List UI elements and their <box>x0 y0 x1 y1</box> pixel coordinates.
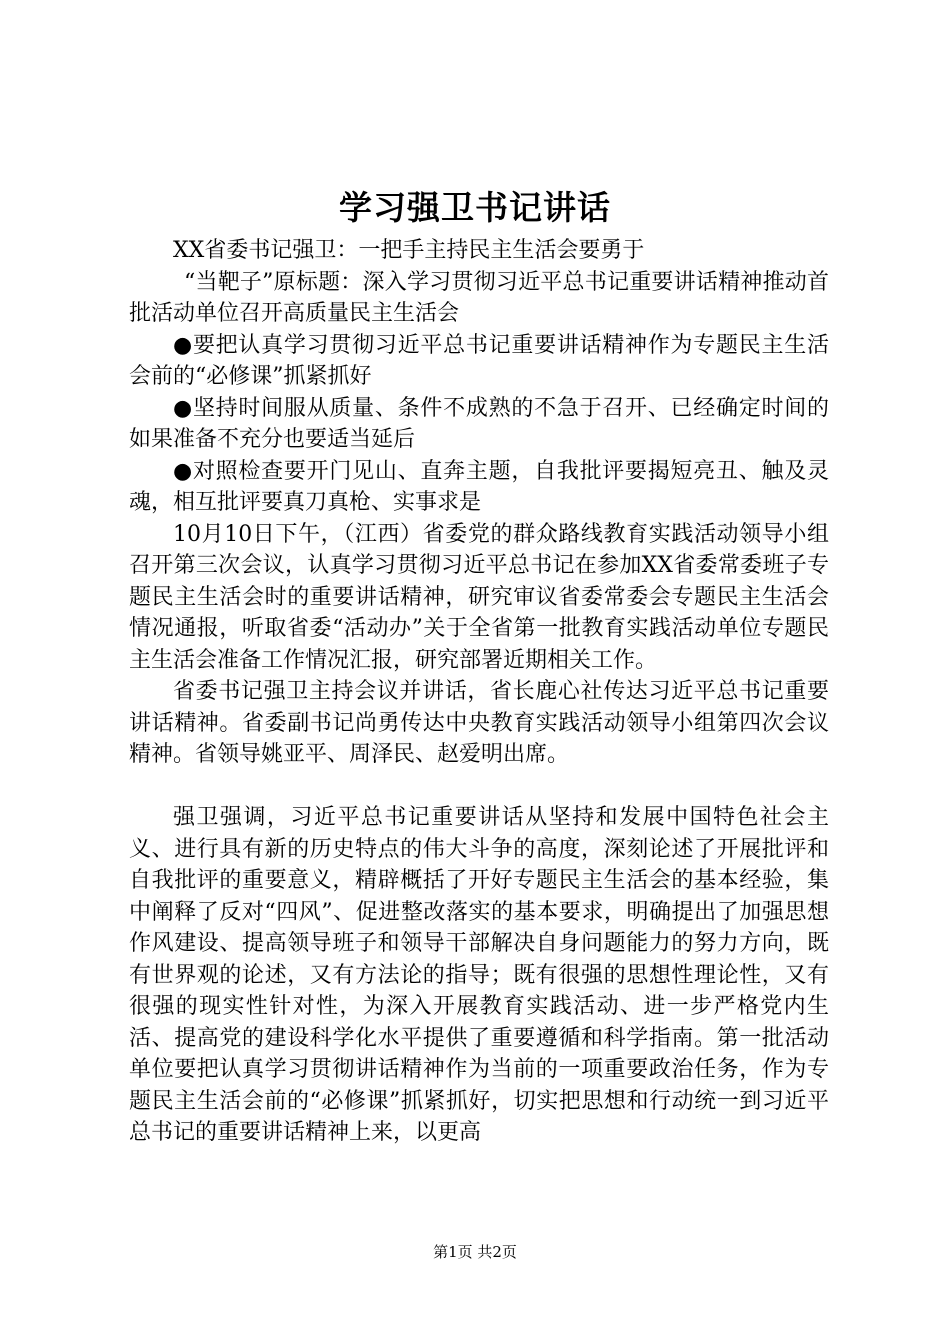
document-body <box>129 235 829 1149</box>
paragraph-bullet-1: ●要把认真学习贯彻习近平总书记重要讲话精神作为专题民主生活会前的“必修课”抓紧抓好 <box>129 332 829 389</box>
paragraph-subtitle: “当靶子”原标题：深入学习贯彻习近平总书记重要讲话精神推动首批活动单位召开高质量民主生活会 <box>129 269 829 326</box>
paragraph-bullet-3: ●对照检查要开门见山、直奔主题，自我批评要揭短亮丑、触及灵魂，相互批评要真刀真枪、实事求是 <box>129 458 829 515</box>
paragraph-attendees: 省委书记强卫主持会议并讲话，省长鹿心社传达习近平总书记重要讲话精神。省委副书记尚勇传达中央教育实践活动领导小组第四次会议精神。省领导姚亚平、周泽民、赵爱明出席。 <box>129 679 829 767</box>
document-title: 学习强卫书记讲话 <box>339 188 611 227</box>
paragraph-bullet-2: ●坚持时间服从质量、条件不成熟的不急于召开、已经确定时间的如果准备不充分也要适当延后 <box>129 395 829 452</box>
paragraph-headline: XX省委书记强卫：一把手主持民主生活会要勇于 <box>173 238 645 263</box>
paragraph-meeting: 10月10日下午，（江西）省委党的群众路线教育实践活动领导小组召开第三次会议，认真学习贯彻习近平总书记在参加XX省委常委班子专题民主生活会时的重要讲话精神，研究审议省委常委会专题民主生活会情况通报，听取省委“活动办”关于全省第一批教育实践活动单位专题民主生活会准备工作情况汇报，研究部署近期相关工作。 <box>129 521 829 673</box>
paragraph-speech: 强卫强调，习近平总书记重要讲话从坚持和发展中国特色社会主义、进行具有新的历史特点的伟大斗争的高度，深刻论述了开展批评和自我批评的重要意义，精辟概括了开好专题民主生活会的基本经验，集中阐释了反对“四风”、促进整改落实的基本要求，明确提出了加强思想作风建设、提高领导班子和领导干部解决自身问题能力的努力方向，既有世界观的论述，又有方法论的指导；既有很强的思想性理论性，又有很强的现实性针对性，为深入开展教育实践活动、进一步严格党内生活、提高党的建设科学化水平提供了重要遵循和科学指南。第一批活动单位要把认真学习贯彻讲话精神作为当前的一项重要政治任务，作为专题民主生活会前的“必修课”抓紧抓好，切实把思想和行动统一到习近平总书记的重要讲话精神上来，以更高 <box>129 805 829 1145</box>
page-footer: 第1页 共2页 <box>433 1243 517 1261</box>
